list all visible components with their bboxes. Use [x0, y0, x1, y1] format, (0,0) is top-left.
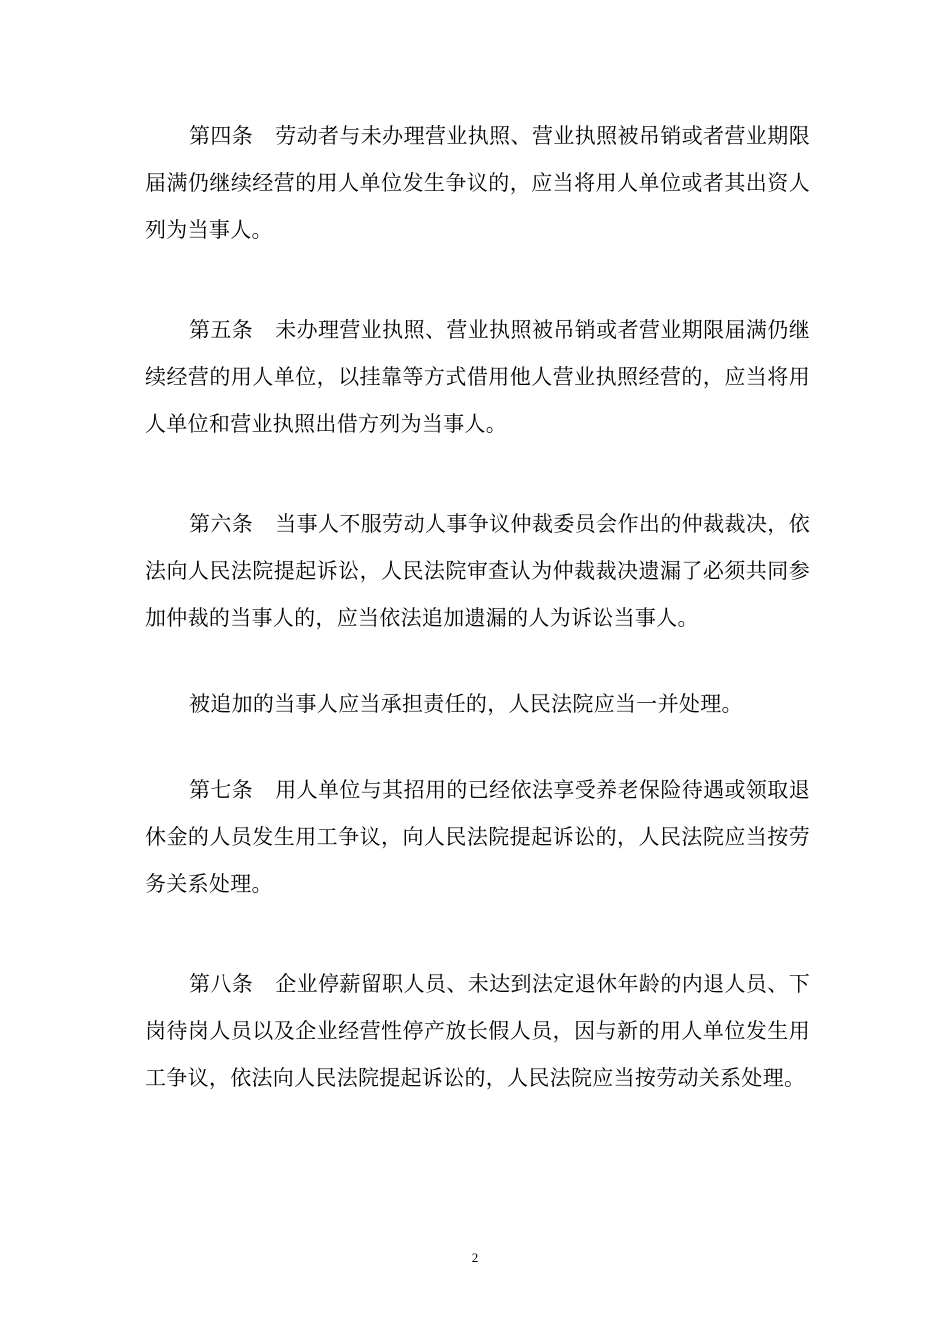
- article-6: [145, 501, 810, 642]
- article-label: 第四条: [189, 124, 254, 148]
- article-4: [145, 113, 810, 254]
- page-number: 2: [471, 1250, 479, 1265]
- article-text: 企业停薪留职人员、未达到法定退休年龄的内退人员、下岗待岗人员以及企业经营性停产放长假人员，因与新的用人单位发生用工争议，依法向人民法院提起诉讼的，人民法院应当按劳动关系处理。: [145, 972, 811, 1090]
- article-text: 当事人不服劳动人事争议仲裁委员会作出的仲裁裁决，依法向人民法院提起诉讼，人民法院审查认为仲裁裁决遗漏了必须共同参加仲裁的当事人的，应当依法追加遗漏的人为诉讼当事人。: [145, 512, 811, 630]
- article-label: 第八条: [189, 972, 254, 996]
- document-body: [145, 113, 810, 1102]
- article-label: 第七条: [189, 778, 254, 802]
- article-6-paragraph-2: [145, 681, 810, 728]
- article-7: [145, 767, 810, 908]
- article-8: [145, 961, 810, 1102]
- article-5: [145, 307, 810, 448]
- article-label: 第五条: [189, 318, 254, 342]
- article-text: 用人单位与其招用的已经依法享受养老保险待遇或领取退休金的人员发生用工争议，向人民法院提起诉讼的，人民法院应当按劳务关系处理。: [145, 778, 811, 896]
- article-text: 未办理营业执照、营业执照被吊销或者营业期限届满仍继续经营的用人单位，以挂靠等方式借用他人营业执照经营的，应当将用人单位和营业执照出借方列为当事人。: [145, 318, 811, 436]
- article-label: 第六条: [189, 512, 254, 536]
- article-text: 劳动者与未办理营业执照、营业执照被吊销或者营业期限届满仍继续经营的用人单位发生争议的，应当将用人单位或者其出资人列为当事人。: [145, 124, 811, 242]
- article-text: 被追加的当事人应当承担责任的，人民法院应当一并处理。: [189, 692, 743, 716]
